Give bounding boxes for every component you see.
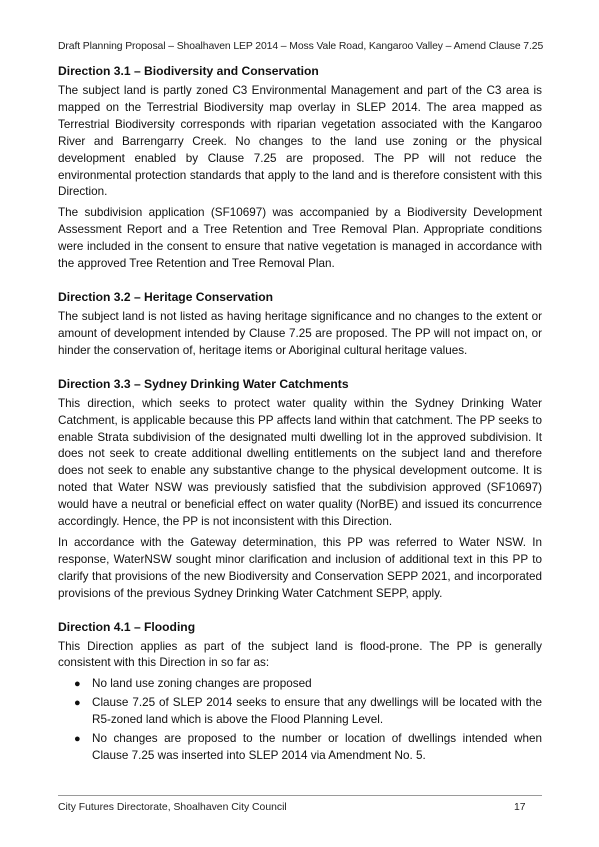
paragraph: This direction, which seeks to protect water quality within the Sydney Drinking Water Catchment, is applicable because this PP affects land within that catchment. The PP seeks to enable Strata subdivision of the designated multi dwelling lot in the approved subdivision. It does not seek to create additional dwelling entitlements on the subject land and therefore does not seek to enable any substantive change to the physical development outcome. It is noted that Water NSW was previously satisfied that the subdivision approved (SF10697) would have a neutral or beneficial effect on water quality (NorBE) and issued its concurrence accordingly. Hence, the PP is not inconsistent with this Direction. — [58, 396, 542, 529]
section-direction-4-1 — [58, 620, 542, 765]
section-heading: Direction 4.1 – Flooding — [58, 619, 196, 634]
paragraph: The subject land is not listed as having heritage significance and no changes to the extent or amount of development intended by Clause 7.25 are proposed. The PP will not impact on, or hinder the conservation of, heritage items or Aboriginal cultural heritage values. — [58, 309, 542, 357]
section-direction-3-1 — [58, 64, 542, 273]
bullet-icon: ● — [74, 733, 81, 746]
paragraph: This Direction applies as part of the subject land is flood-prone. The PP is generally consistent with this Direction in so far as: — [58, 639, 542, 670]
list-item-text: No land use zoning changes are proposed — [92, 677, 312, 691]
page-number: 17 — [514, 802, 526, 813]
list-item-text: No changes are proposed to the number or location of dwellings intended when Clause 7.25 was inserted into SLEP 2014 via Amendment No. 5. — [92, 732, 542, 762]
footer-divider — [58, 795, 542, 796]
section-direction-3-2 — [58, 290, 542, 360]
section-heading: Direction 3.2 – Heritage Conservation — [58, 289, 274, 304]
list-item-text: Clause 7.25 of SLEP 2014 seeks to ensure that any dwellings will be located with the R5-zoned land which is above the Flood Planning Level. — [92, 696, 542, 727]
section-heading: Direction 3.3 – Sydney Drinking Water Catchments — [58, 376, 349, 391]
list-item — [58, 731, 542, 765]
bullet-icon: ● — [74, 678, 81, 691]
list-item — [58, 676, 542, 693]
section-heading: Direction 3.1 – Biodiversity and Conservation — [58, 64, 319, 78]
page-header: Draft Planning Proposal – Shoalhaven LEP 2014 – Moss Vale Road, Kangaroo Valley – Amend Clause 7.25 — [58, 41, 544, 52]
bullet-icon: ● — [74, 697, 81, 710]
footer-organization: City Futures Directorate, Shoalhaven City Council — [58, 802, 287, 813]
paragraph: The subdivision application (SF10697) was accompanied by a Biodiversity Development Assessment Report and a Tree Retention and Tree Removal Plan. Appropriate conditions were included in the consent to ensure that native vegetation is managed in accordance with the approved Tree Retention and Tree Removal Plan. — [58, 206, 542, 271]
page-content — [58, 64, 542, 782]
paragraph: The subject land is partly zoned C3 Environmental Management and part of the C3 area is mapped on the Terrestrial Biodiversity map overlay in SLEP 2014. The area mapped as Terrestrial Biodiversity corresponds with riparian vegetation associated with the Kangaroo River and Barrengarry Creek. No changes to the land use zoning or the physical development enabled by Clause 7.25 are proposed. The PP will not reduce the environmental protection standards that apply to the land and is therefore consistent with this Direction. — [58, 84, 542, 199]
bullet-list — [58, 676, 542, 765]
list-item — [58, 695, 542, 729]
section-direction-3-3 — [58, 377, 542, 603]
paragraph: In accordance with the Gateway determination, this PP was referred to Water NSW. In response, WaterNSW sought minor clarification and inclusion of additional text in this PP to clarify that provisions of the new Biodiversity and Conservation SEPP 2021, and incorporated provisions of the previous Sydney Drinking Water Catchment SEPP, apply. — [58, 535, 542, 600]
